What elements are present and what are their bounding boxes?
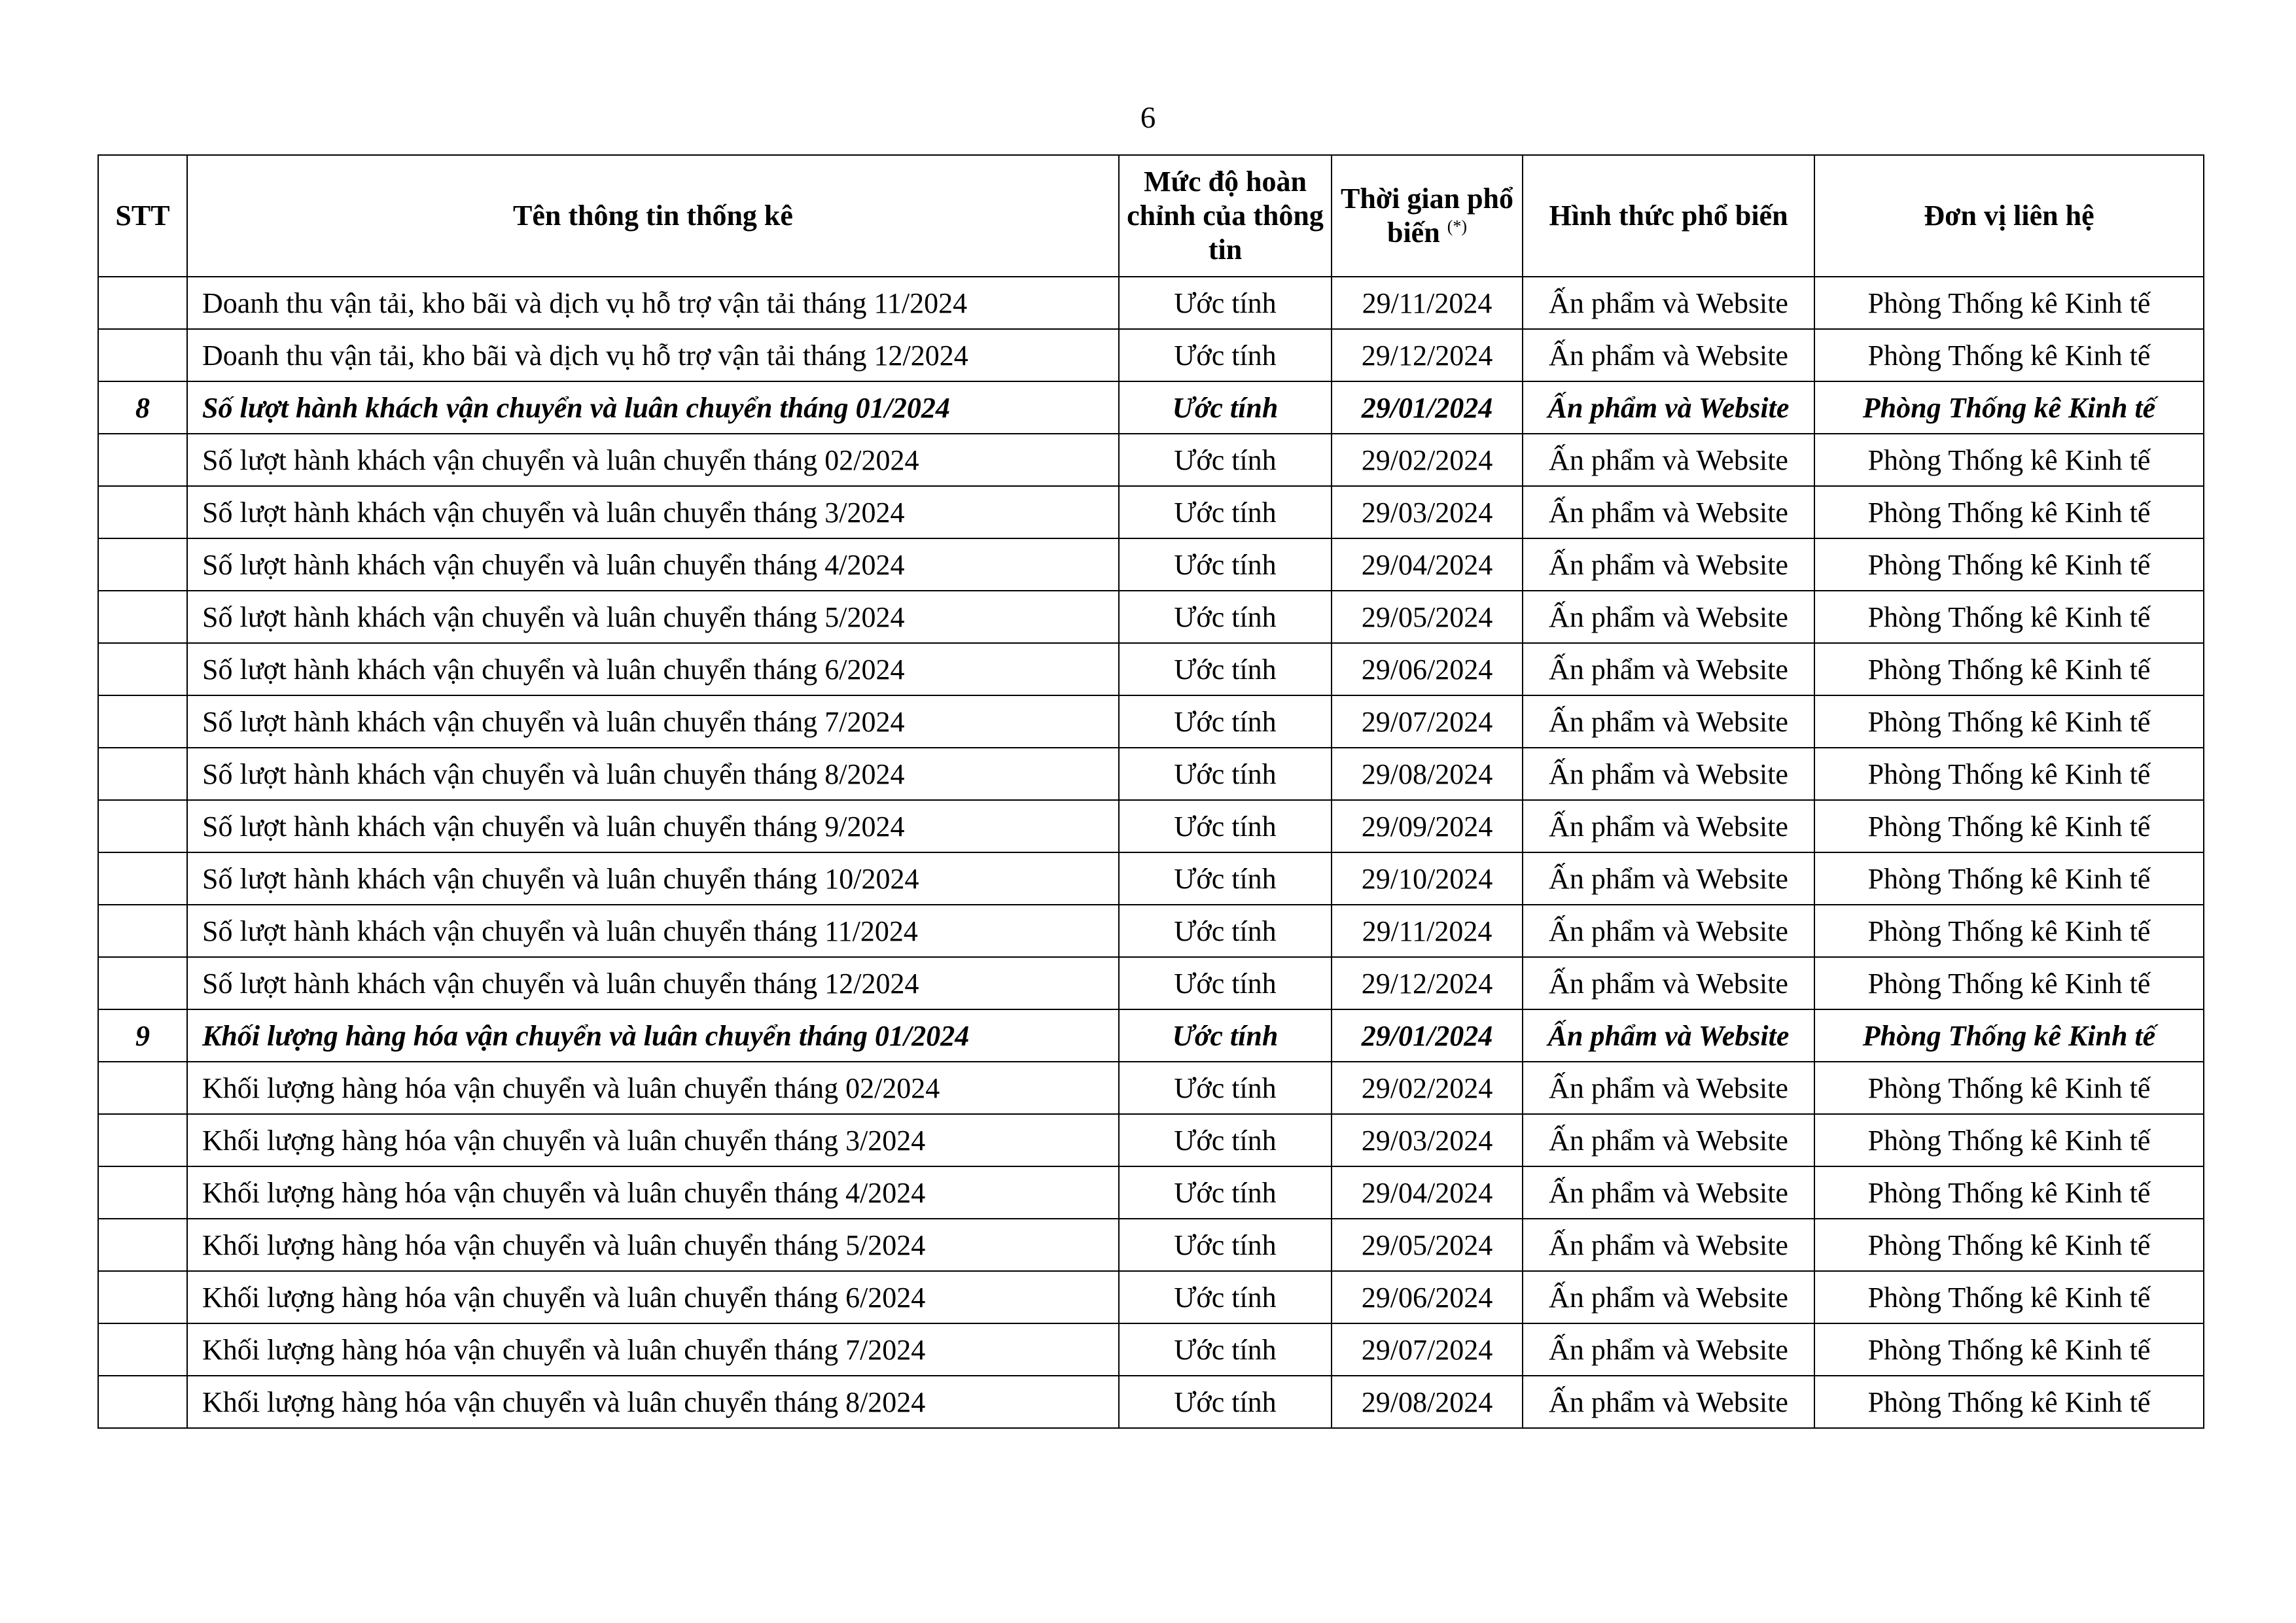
cell-stt [98, 1062, 187, 1114]
cell-name: Số lượt hành khách vận chuyển và luân chuyển tháng 02/2024 [187, 434, 1119, 486]
cell-completeness: Ước tính [1119, 905, 1332, 957]
cell-contact: Phòng Thống kê Kinh tế [1814, 486, 2204, 538]
cell-release-time: 29/06/2024 [1332, 1271, 1523, 1323]
cell-stt [98, 643, 187, 695]
cell-stt [98, 277, 187, 329]
cell-form: Ấn phẩm và Website [1523, 643, 1814, 695]
cell-form: Ấn phẩm và Website [1523, 486, 1814, 538]
cell-release-time: 29/02/2024 [1332, 1062, 1523, 1114]
cell-completeness: Ước tính [1119, 381, 1332, 434]
table-row [98, 1166, 2204, 1219]
cell-name: Số lượt hành khách vận chuyển và luân chuyển tháng 11/2024 [187, 905, 1119, 957]
cell-stt [98, 538, 187, 591]
cell-form: Ấn phẩm và Website [1523, 1219, 1814, 1271]
cell-contact: Phòng Thống kê Kinh tế [1814, 695, 2204, 748]
cell-contact: Phòng Thống kê Kinh tế [1814, 1323, 2204, 1376]
cell-form: Ấn phẩm và Website [1523, 852, 1814, 905]
cell-release-time: 29/08/2024 [1332, 1376, 1523, 1428]
cell-name: Khối lượng hàng hóa vận chuyển và luân chuyển tháng 4/2024 [187, 1166, 1119, 1219]
cell-stt [98, 800, 187, 852]
header-contact: Đơn vị liên hệ [1814, 155, 2204, 277]
table-row [98, 1114, 2204, 1166]
cell-form: Ấn phẩm và Website [1523, 905, 1814, 957]
cell-form: Ấn phẩm và Website [1523, 277, 1814, 329]
cell-stt [98, 1114, 187, 1166]
cell-form: Ấn phẩm và Website [1523, 1271, 1814, 1323]
cell-form: Ấn phẩm và Website [1523, 695, 1814, 748]
cell-release-time: 29/05/2024 [1332, 591, 1523, 643]
cell-release-time: 29/09/2024 [1332, 800, 1523, 852]
cell-completeness: Ước tính [1119, 852, 1332, 905]
cell-completeness: Ước tính [1119, 748, 1332, 800]
cell-completeness: Ước tính [1119, 486, 1332, 538]
cell-release-time: 29/06/2024 [1332, 643, 1523, 695]
cell-release-time: 29/12/2024 [1332, 957, 1523, 1009]
cell-name: Số lượt hành khách vận chuyển và luân chuyển tháng 12/2024 [187, 957, 1119, 1009]
cell-completeness: Ước tính [1119, 538, 1332, 591]
cell-stt [98, 748, 187, 800]
cell-contact: Phòng Thống kê Kinh tế [1814, 905, 2204, 957]
page-number: 6 [1140, 101, 1156, 135]
table-row [98, 748, 2204, 800]
cell-release-time: 29/10/2024 [1332, 852, 1523, 905]
cell-form: Ấn phẩm và Website [1523, 538, 1814, 591]
cell-name: Doanh thu vận tải, kho bãi và dịch vụ hỗ trợ vận tải tháng 12/2024 [187, 329, 1119, 381]
cell-name: Số lượt hành khách vận chuyển và luân chuyển tháng 9/2024 [187, 800, 1119, 852]
table-row [98, 905, 2204, 957]
cell-name: Số lượt hành khách vận chuyển và luân chuyển tháng 01/2024 [187, 381, 1119, 434]
header-name: Tên thông tin thống kê [187, 155, 1119, 277]
cell-completeness: Ước tính [1119, 1219, 1332, 1271]
cell-release-time: 29/04/2024 [1332, 1166, 1523, 1219]
cell-stt [98, 1271, 187, 1323]
table-row [98, 486, 2204, 538]
table-row [98, 695, 2204, 748]
table-row [98, 1323, 2204, 1376]
cell-form: Ấn phẩm và Website [1523, 1166, 1814, 1219]
cell-completeness: Ước tính [1119, 1166, 1332, 1219]
cell-name: Số lượt hành khách vận chuyển và luân chuyển tháng 5/2024 [187, 591, 1119, 643]
table-row [98, 434, 2204, 486]
cell-form: Ấn phẩm và Website [1523, 800, 1814, 852]
cell-stt: 9 [98, 1009, 187, 1062]
cell-completeness: Ước tính [1119, 1009, 1332, 1062]
table-row [98, 1219, 2204, 1271]
cell-contact: Phòng Thống kê Kinh tế [1814, 748, 2204, 800]
cell-release-time: 29/12/2024 [1332, 329, 1523, 381]
cell-stt [98, 1219, 187, 1271]
cell-name: Khối lượng hàng hóa vận chuyển và luân chuyển tháng 5/2024 [187, 1219, 1119, 1271]
cell-form: Ấn phẩm và Website [1523, 381, 1814, 434]
cell-form: Ấn phẩm và Website [1523, 1009, 1814, 1062]
cell-stt [98, 957, 187, 1009]
cell-contact: Phòng Thống kê Kinh tế [1814, 277, 2204, 329]
cell-name: Khối lượng hàng hóa vận chuyển và luân chuyển tháng 3/2024 [187, 1114, 1119, 1166]
cell-stt [98, 329, 187, 381]
cell-name: Doanh thu vận tải, kho bãi và dịch vụ hỗ trợ vận tải tháng 11/2024 [187, 277, 1119, 329]
cell-completeness: Ước tính [1119, 1376, 1332, 1428]
cell-name: Số lượt hành khách vận chuyển và luân chuyển tháng 10/2024 [187, 852, 1119, 905]
table-row [98, 538, 2204, 591]
cell-name: Số lượt hành khách vận chuyển và luân chuyển tháng 6/2024 [187, 643, 1119, 695]
cell-contact: Phòng Thống kê Kinh tế [1814, 1166, 2204, 1219]
table-header-row [98, 155, 2204, 277]
cell-stt [98, 695, 187, 748]
cell-stt [98, 1323, 187, 1376]
cell-form: Ấn phẩm và Website [1523, 1114, 1814, 1166]
cell-name: Số lượt hành khách vận chuyển và luân chuyển tháng 4/2024 [187, 538, 1119, 591]
cell-contact: Phòng Thống kê Kinh tế [1814, 800, 2204, 852]
table-row [98, 957, 2204, 1009]
cell-contact: Phòng Thống kê Kinh tế [1814, 957, 2204, 1009]
cell-completeness: Ước tính [1119, 800, 1332, 852]
table-row [98, 1062, 2204, 1114]
table-row [98, 1376, 2204, 1428]
cell-contact: Phòng Thống kê Kinh tế [1814, 434, 2204, 486]
cell-stt [98, 1376, 187, 1428]
cell-release-time: 29/01/2024 [1332, 381, 1523, 434]
cell-contact: Phòng Thống kê Kinh tế [1814, 591, 2204, 643]
table-row [98, 1271, 2204, 1323]
cell-release-time: 29/07/2024 [1332, 1323, 1523, 1376]
cell-completeness: Ước tính [1119, 957, 1332, 1009]
cell-release-time: 29/07/2024 [1332, 695, 1523, 748]
cell-completeness: Ước tính [1119, 1323, 1332, 1376]
cell-contact: Phòng Thống kê Kinh tế [1814, 852, 2204, 905]
cell-contact: Phòng Thống kê Kinh tế [1814, 1271, 2204, 1323]
cell-stt [98, 1166, 187, 1219]
table-row [98, 381, 2204, 434]
cell-form: Ấn phẩm và Website [1523, 748, 1814, 800]
cell-completeness: Ước tính [1119, 329, 1332, 381]
cell-completeness: Ước tính [1119, 695, 1332, 748]
header-form: Hình thức phổ biến [1523, 155, 1814, 277]
cell-name: Khối lượng hàng hóa vận chuyển và luân chuyển tháng 8/2024 [187, 1376, 1119, 1428]
table-row [98, 1009, 2204, 1062]
cell-form: Ấn phẩm và Website [1523, 591, 1814, 643]
cell-name: Khối lượng hàng hóa vận chuyển và luân chuyển tháng 02/2024 [187, 1062, 1119, 1114]
cell-stt [98, 905, 187, 957]
cell-release-time: 29/03/2024 [1332, 1114, 1523, 1166]
cell-completeness: Ước tính [1119, 1062, 1332, 1114]
cell-contact: Phòng Thống kê Kinh tế [1814, 643, 2204, 695]
cell-release-time: 29/11/2024 [1332, 905, 1523, 957]
cell-contact: Phòng Thống kê Kinh tế [1814, 1376, 2204, 1428]
cell-form: Ấn phẩm và Website [1523, 329, 1814, 381]
cell-completeness: Ước tính [1119, 1271, 1332, 1323]
cell-contact: Phòng Thống kê Kinh tế [1814, 1114, 2204, 1166]
cell-release-time: 29/02/2024 [1332, 434, 1523, 486]
cell-contact: Phòng Thống kê Kinh tế [1814, 1009, 2204, 1062]
table-row [98, 800, 2204, 852]
statistics-schedule-table [97, 154, 2204, 1429]
header-release-time-label: Thời gian phổ biến [1340, 183, 1514, 249]
table-row [98, 591, 2204, 643]
cell-name: Số lượt hành khách vận chuyển và luân chuyển tháng 7/2024 [187, 695, 1119, 748]
cell-form: Ấn phẩm và Website [1523, 1062, 1814, 1114]
header-release-time-note: (*) [1447, 217, 1468, 236]
table-body [98, 277, 2204, 1428]
cell-completeness: Ước tính [1119, 591, 1332, 643]
cell-completeness: Ước tính [1119, 1114, 1332, 1166]
cell-stt [98, 852, 187, 905]
cell-name: Khối lượng hàng hóa vận chuyển và luân chuyển tháng 01/2024 [187, 1009, 1119, 1062]
cell-release-time: 29/03/2024 [1332, 486, 1523, 538]
cell-name: Số lượt hành khách vận chuyển và luân chuyển tháng 3/2024 [187, 486, 1119, 538]
cell-name: Khối lượng hàng hóa vận chuyển và luân chuyển tháng 6/2024 [187, 1271, 1119, 1323]
table-row [98, 852, 2204, 905]
cell-stt: 8 [98, 381, 187, 434]
cell-release-time: 29/01/2024 [1332, 1009, 1523, 1062]
header-release-time [1332, 155, 1523, 277]
cell-form: Ấn phẩm và Website [1523, 434, 1814, 486]
cell-contact: Phòng Thống kê Kinh tế [1814, 538, 2204, 591]
cell-name: Khối lượng hàng hóa vận chuyển và luân chuyển tháng 7/2024 [187, 1323, 1119, 1376]
cell-contact: Phòng Thống kê Kinh tế [1814, 329, 2204, 381]
cell-release-time: 29/08/2024 [1332, 748, 1523, 800]
cell-completeness: Ước tính [1119, 643, 1332, 695]
cell-form: Ấn phẩm và Website [1523, 1323, 1814, 1376]
cell-form: Ấn phẩm và Website [1523, 957, 1814, 1009]
cell-contact: Phòng Thống kê Kinh tế [1814, 381, 2204, 434]
cell-stt [98, 434, 187, 486]
cell-stt [98, 591, 187, 643]
cell-form: Ấn phẩm và Website [1523, 1376, 1814, 1428]
header-completeness: Mức độ hoàn chỉnh của thông tin [1119, 155, 1332, 277]
header-stt: STT [98, 155, 187, 277]
cell-name: Số lượt hành khách vận chuyển và luân chuyển tháng 8/2024 [187, 748, 1119, 800]
cell-release-time: 29/11/2024 [1332, 277, 1523, 329]
table-row [98, 643, 2204, 695]
cell-release-time: 29/04/2024 [1332, 538, 1523, 591]
cell-completeness: Ước tính [1119, 434, 1332, 486]
table-row [98, 329, 2204, 381]
cell-contact: Phòng Thống kê Kinh tế [1814, 1219, 2204, 1271]
cell-release-time: 29/05/2024 [1332, 1219, 1523, 1271]
table-row [98, 277, 2204, 329]
cell-contact: Phòng Thống kê Kinh tế [1814, 1062, 2204, 1114]
cell-completeness: Ước tính [1119, 277, 1332, 329]
cell-stt [98, 486, 187, 538]
